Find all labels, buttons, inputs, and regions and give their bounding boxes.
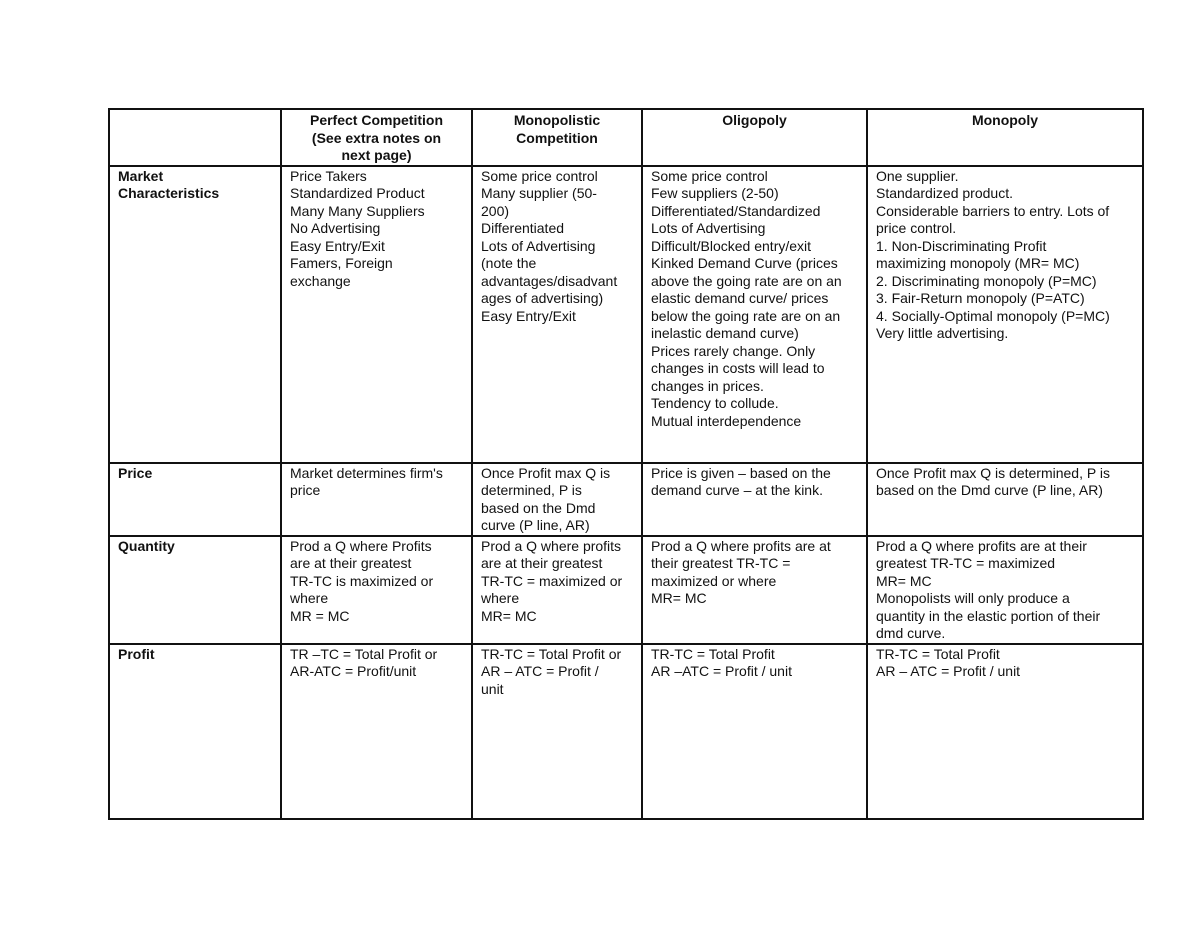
quantity-monopolistic-competition-cell: [472, 536, 642, 644]
cell-text-line: MR= MC: [481, 607, 537, 624]
cell-text-line: advantages/disadvant: [481, 272, 618, 289]
cell-text-line: quantity in the elastic portion of their: [876, 607, 1101, 624]
cell-text-line: Prod a Q where profits: [481, 537, 622, 554]
table-row: [109, 463, 1143, 536]
cell-text-line: below the going rate are on an: [651, 307, 841, 324]
cell-text-line: Once Profit max Q is determined, P is: [876, 464, 1110, 481]
cell-text-line: exchange: [290, 272, 351, 289]
cell-text-line: Standardized Product: [290, 185, 425, 201]
cell-text-line: Standardized product.: [876, 185, 1013, 201]
cell-text-line: Oligopoly: [722, 112, 787, 128]
cell-text-line: Quantity: [118, 537, 175, 554]
cell-text-line: Kinked Demand Curve (prices: [651, 255, 838, 271]
cell-text-line: dmd curve.: [876, 625, 946, 641]
cell-text-line: 2. Discriminating monopoly (P=MC): [876, 272, 1097, 289]
cell-text-line: 1. Non-Discriminating Profit: [876, 237, 1047, 254]
cell-text-line: Market determines firm's: [290, 464, 443, 481]
cell-text-line: AR-ATC = Profit/unit: [290, 663, 417, 679]
table-row: [109, 536, 1143, 644]
profit-monopolistic-competition-cell: [472, 644, 642, 819]
cell-text-line: Easy Entry/Exit: [290, 237, 385, 254]
cell-text-line: ages of advertising): [481, 290, 604, 306]
cell-text-line: Prod a Q where profits are at: [651, 537, 831, 554]
cell-text-line: MR= MC: [876, 572, 932, 589]
table-row: [109, 644, 1143, 819]
cell-text-line: TR –TC = Total Profit or: [290, 645, 438, 662]
cell-text-line: price: [290, 482, 321, 498]
cell-text-line: 4. Socially-Optimal monopoly (P=MC): [876, 307, 1110, 324]
cell-text-line: Very little advertising.: [876, 325, 1009, 341]
cell-text-line: changes in costs will lead to: [651, 360, 825, 376]
cell-text-line: TR-TC = Total Profit or: [481, 645, 622, 662]
header-monopolistic-competition: [472, 109, 642, 166]
table-row: [109, 166, 1143, 463]
price-oligopoly-cell: [642, 463, 867, 536]
cell-text-line: maximizing monopoly (MR= MC): [876, 255, 1080, 271]
header-perfect-competition: [281, 109, 472, 166]
cell-text-line: Monopolistic: [513, 112, 601, 128]
price-monopolistic-competition-cell: [472, 463, 642, 536]
cell-text-line: MR= MC: [651, 590, 707, 606]
market-structures-table: [108, 108, 1144, 820]
cell-text-line: AR –ATC = Profit / unit: [651, 663, 792, 679]
cell-text-line: AR – ATC = Profit / unit: [876, 663, 1021, 679]
price-monopoly-cell: [867, 463, 1143, 536]
cell-text-line: Lots of Advertising: [651, 220, 766, 236]
cell-text-line: MR = MC: [290, 607, 350, 624]
cell-text-line: Price: [118, 464, 153, 481]
table-header-row: [109, 109, 1143, 166]
cell-text-line: Tendency to collude.: [651, 395, 779, 411]
cell-text-line: Price Takers: [290, 167, 367, 184]
cell-text-line: Few suppliers (2-50): [651, 185, 779, 201]
cell-text-line: are at their greatest: [481, 555, 603, 571]
header-oligopoly: [642, 109, 867, 166]
profit-perfect-competition-cell: [281, 644, 472, 819]
cell-text-line: Market: [118, 167, 164, 184]
cell-text-line: Profit: [118, 645, 155, 662]
cell-text-line: based on the Dmd: [481, 499, 596, 516]
cell-text-line: changes in prices.: [651, 377, 764, 394]
cell-text-line: (note the: [481, 255, 537, 271]
cell-text-line: Many Many Suppliers: [290, 202, 425, 219]
market-characteristics-perfect-competition-cell: [281, 166, 472, 463]
cell-text-line: Lots of Advertising: [481, 237, 596, 254]
cell-text-line: TR-TC = Total Profit: [876, 645, 1000, 662]
cell-text-line: elastic demand curve/ prices: [651, 290, 829, 306]
row-label-price: [109, 463, 281, 536]
cell-text-line: based on the Dmd curve (P line, AR): [876, 482, 1103, 498]
table-body: [109, 109, 1143, 819]
cell-text-line: Considerable barriers to entry. Lots of: [876, 202, 1110, 219]
cell-text-line: their greatest TR-TC =: [651, 555, 791, 571]
cell-text-line: Competition: [516, 129, 598, 146]
quantity-perfect-competition-cell: [281, 536, 472, 644]
cell-text-line: Many supplier (50-: [481, 185, 597, 201]
cell-text-line: unit: [481, 680, 504, 697]
cell-text-line: Famers, Foreign: [290, 255, 393, 271]
market-characteristics-monopoly-cell: [867, 166, 1143, 463]
cell-text-line: Easy Entry/Exit: [481, 307, 576, 324]
cell-text-line: 200): [481, 202, 510, 219]
cell-text-line: Prices rarely change. Only: [651, 342, 816, 359]
cell-text-line: (See extra notes on: [311, 129, 442, 146]
cell-text-line: determined, P is: [481, 482, 582, 498]
cell-text-line: Mutual interdependence: [651, 412, 802, 429]
cell-text-line: inelastic demand curve): [651, 325, 799, 341]
cell-text-line: Differentiated: [481, 220, 565, 236]
cell-text-line: Some price control: [481, 167, 598, 184]
cell-text-line: above the going rate are on an: [651, 272, 842, 289]
cell-text-line: TR-TC = maximized or: [481, 572, 623, 589]
cell-text-line: TR-TC is maximized or: [290, 572, 434, 589]
cell-text-line: Price is given – based on the: [651, 464, 831, 481]
cell-text-line: AR – ATC = Profit /: [481, 663, 599, 679]
cell-text-line: curve (P line, AR): [481, 517, 590, 533]
cell-text-line: where: [481, 590, 520, 606]
row-label-quantity: [109, 536, 281, 644]
cell-text-line: demand curve – at the kink.: [651, 482, 823, 498]
cell-text-line: maximized or where: [651, 572, 777, 589]
header-monopoly: [867, 109, 1143, 166]
cell-text-line: Monopoly: [971, 112, 1039, 128]
cell-text-line: Characteristics: [118, 185, 220, 201]
market-characteristics-monopolistic-competition-cell: [472, 166, 642, 463]
header-corner-cell: [109, 109, 281, 166]
profit-monopoly-cell: [867, 644, 1143, 819]
cell-text-line: price control.: [876, 220, 957, 236]
cell-text-line: greatest TR-TC = maximized: [876, 555, 1056, 571]
cell-text-line: Difficult/Blocked entry/exit: [651, 237, 812, 254]
cell-text-line: Differentiated/Standardized: [651, 202, 821, 219]
cell-text-line: are at their greatest: [290, 555, 412, 571]
profit-oligopoly-cell: [642, 644, 867, 819]
cell-text-line: where: [290, 590, 329, 606]
cell-text-line: Once Profit max Q is: [481, 464, 611, 481]
cell-text-line: Prod a Q where Profits: [290, 537, 432, 554]
cell-text-line: Monopolists will only produce a: [876, 590, 1070, 606]
cell-text-line: next page): [341, 147, 412, 163]
cell-text-line: 3. Fair-Return monopoly (P=ATC): [876, 290, 1085, 306]
cell-text-line: One supplier.: [876, 167, 959, 184]
cell-text-line: No Advertising: [290, 220, 381, 236]
cell-text-line: Prod a Q where profits are at their: [876, 537, 1087, 554]
quantity-oligopoly-cell: [642, 536, 867, 644]
price-perfect-competition-cell: [281, 463, 472, 536]
quantity-monopoly-cell: [867, 536, 1143, 644]
row-label-profit: [109, 644, 281, 819]
cell-text-line: Some price control: [651, 167, 768, 184]
cell-text-line: Perfect Competition: [309, 112, 443, 128]
market-characteristics-oligopoly-cell: [642, 166, 867, 463]
cell-text-line: TR-TC = Total Profit: [651, 645, 775, 662]
row-label-market-characteristics: [109, 166, 281, 463]
